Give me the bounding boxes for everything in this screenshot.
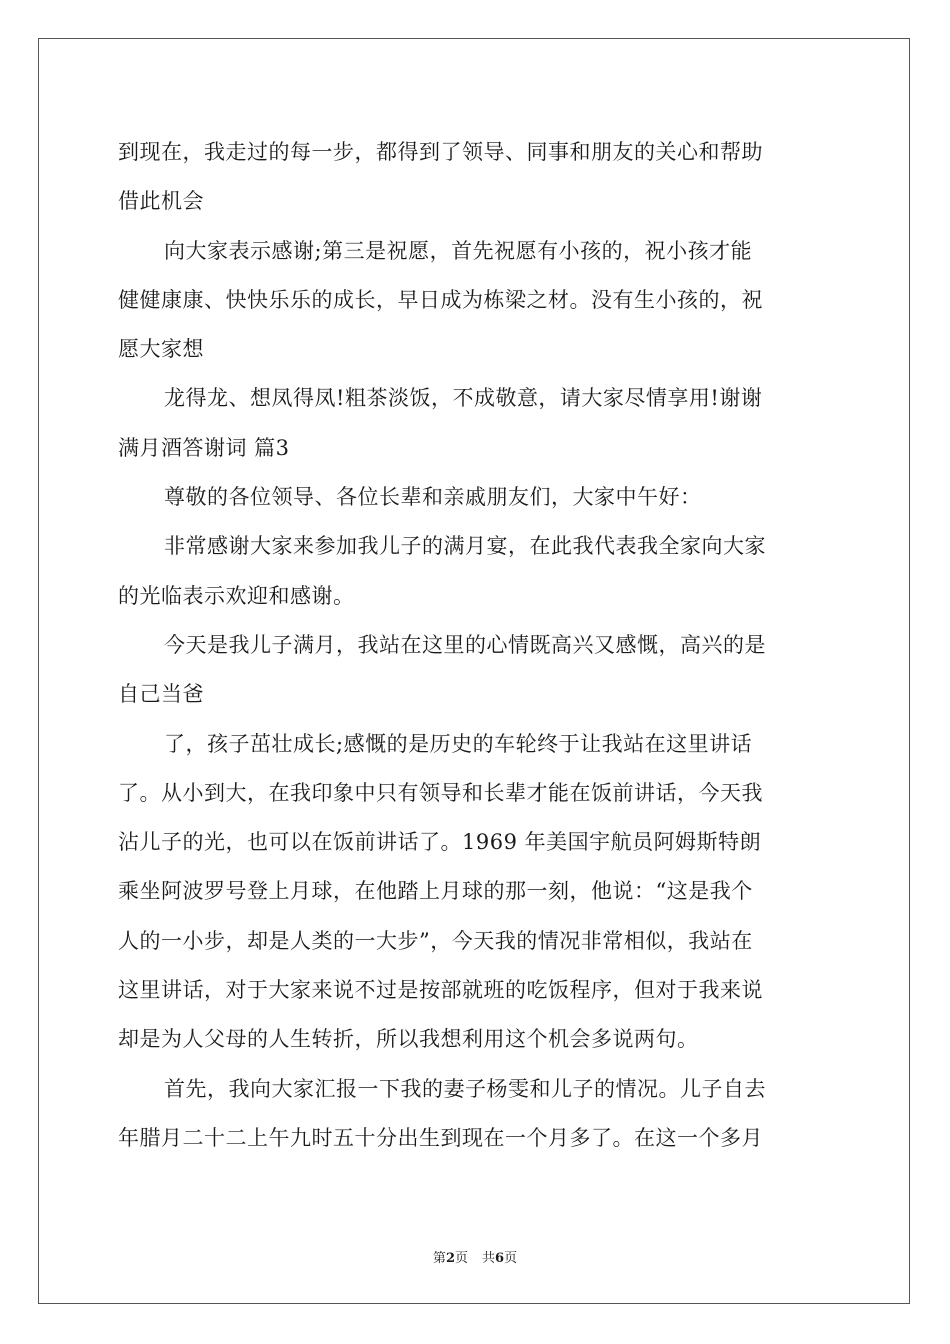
text-line: 首先，我向大家汇报一下我的妻子杨雯和儿子的情况。儿子自去 [164,1076,766,1101]
footer-total-suffix: 页 [504,1251,518,1266]
footer-page-prefix: 第 [432,1251,446,1266]
page-footer [0,1247,950,1266]
text-line: 健健康康、快快乐乐的成长，早日成为栋梁之材。没有生小孩的，祝 [118,287,763,312]
text-line: 尊敬的各位领导、各位长辈和亲戚朋友们，大家中午好： [164,485,702,510]
footer-page-current: 2 [445,1251,455,1266]
text-line: 沾儿子的光，也可以在饭前讲话了。1969 年美国宇航员阿姆斯特朗 [118,830,762,855]
text-line: 却是为人父母的人生转折，所以我想利用这个机会多说两句。 [118,1027,699,1052]
text-line: 今天是我儿子满月，我站在这里的心情既高兴又感慨，高兴的是 [164,632,766,657]
text-line: 愿大家想 [118,337,204,362]
text-line: 乘坐阿波罗号登上月球，在他踏上月球的那一刻，他说：“这是我个 [118,879,753,904]
text-line: 满月酒答谢词 篇3 [118,435,290,460]
text-line: 借此机会 [118,189,204,214]
text-line: 年腊月二十二上午九时五十分出生到现在一个月多了。在这一个多月 [118,1125,763,1150]
text-line: 人的一小步，却是人类的一大步”，今天我的情况非常相似，我站在 [118,928,753,953]
text-line: 自己当爸 [118,682,204,707]
text-line: 向大家表示感谢;第三是祝愿，首先祝愿有小孩的，祝小孩才能 [164,238,753,263]
document-body [118,128,834,1163]
text-line: 到现在，我走过的每一步，都得到了领导、同事和朋友的关心和帮助 [118,140,763,164]
footer-page-suffix: 页 [454,1251,468,1266]
text-line: 非常感谢大家来参加我儿子的满月宴，在此我代表我全家向大家 [164,534,766,559]
footer-page-total: 6 [495,1251,505,1266]
text-line: 这里讲话，对于大家来说不过是按部就班的吃饭程序，但对于我来说 [118,978,763,1003]
text-line: 了，孩子茁壮成长;感慨的是历史的车轮终于让我站在这里讲话 [164,731,753,756]
footer-total-prefix: 共 [482,1251,496,1266]
text-line: 了。从小到大，在我印象中只有领导和长辈才能在饭前讲话，今天我 [118,780,763,805]
text-line: 龙得龙、想凤得凤!粗茶淡饭，不成敬意，请大家尽情享用!谢谢 [164,386,763,411]
text-line: 的光临表示欢迎和感谢。 [118,583,355,608]
